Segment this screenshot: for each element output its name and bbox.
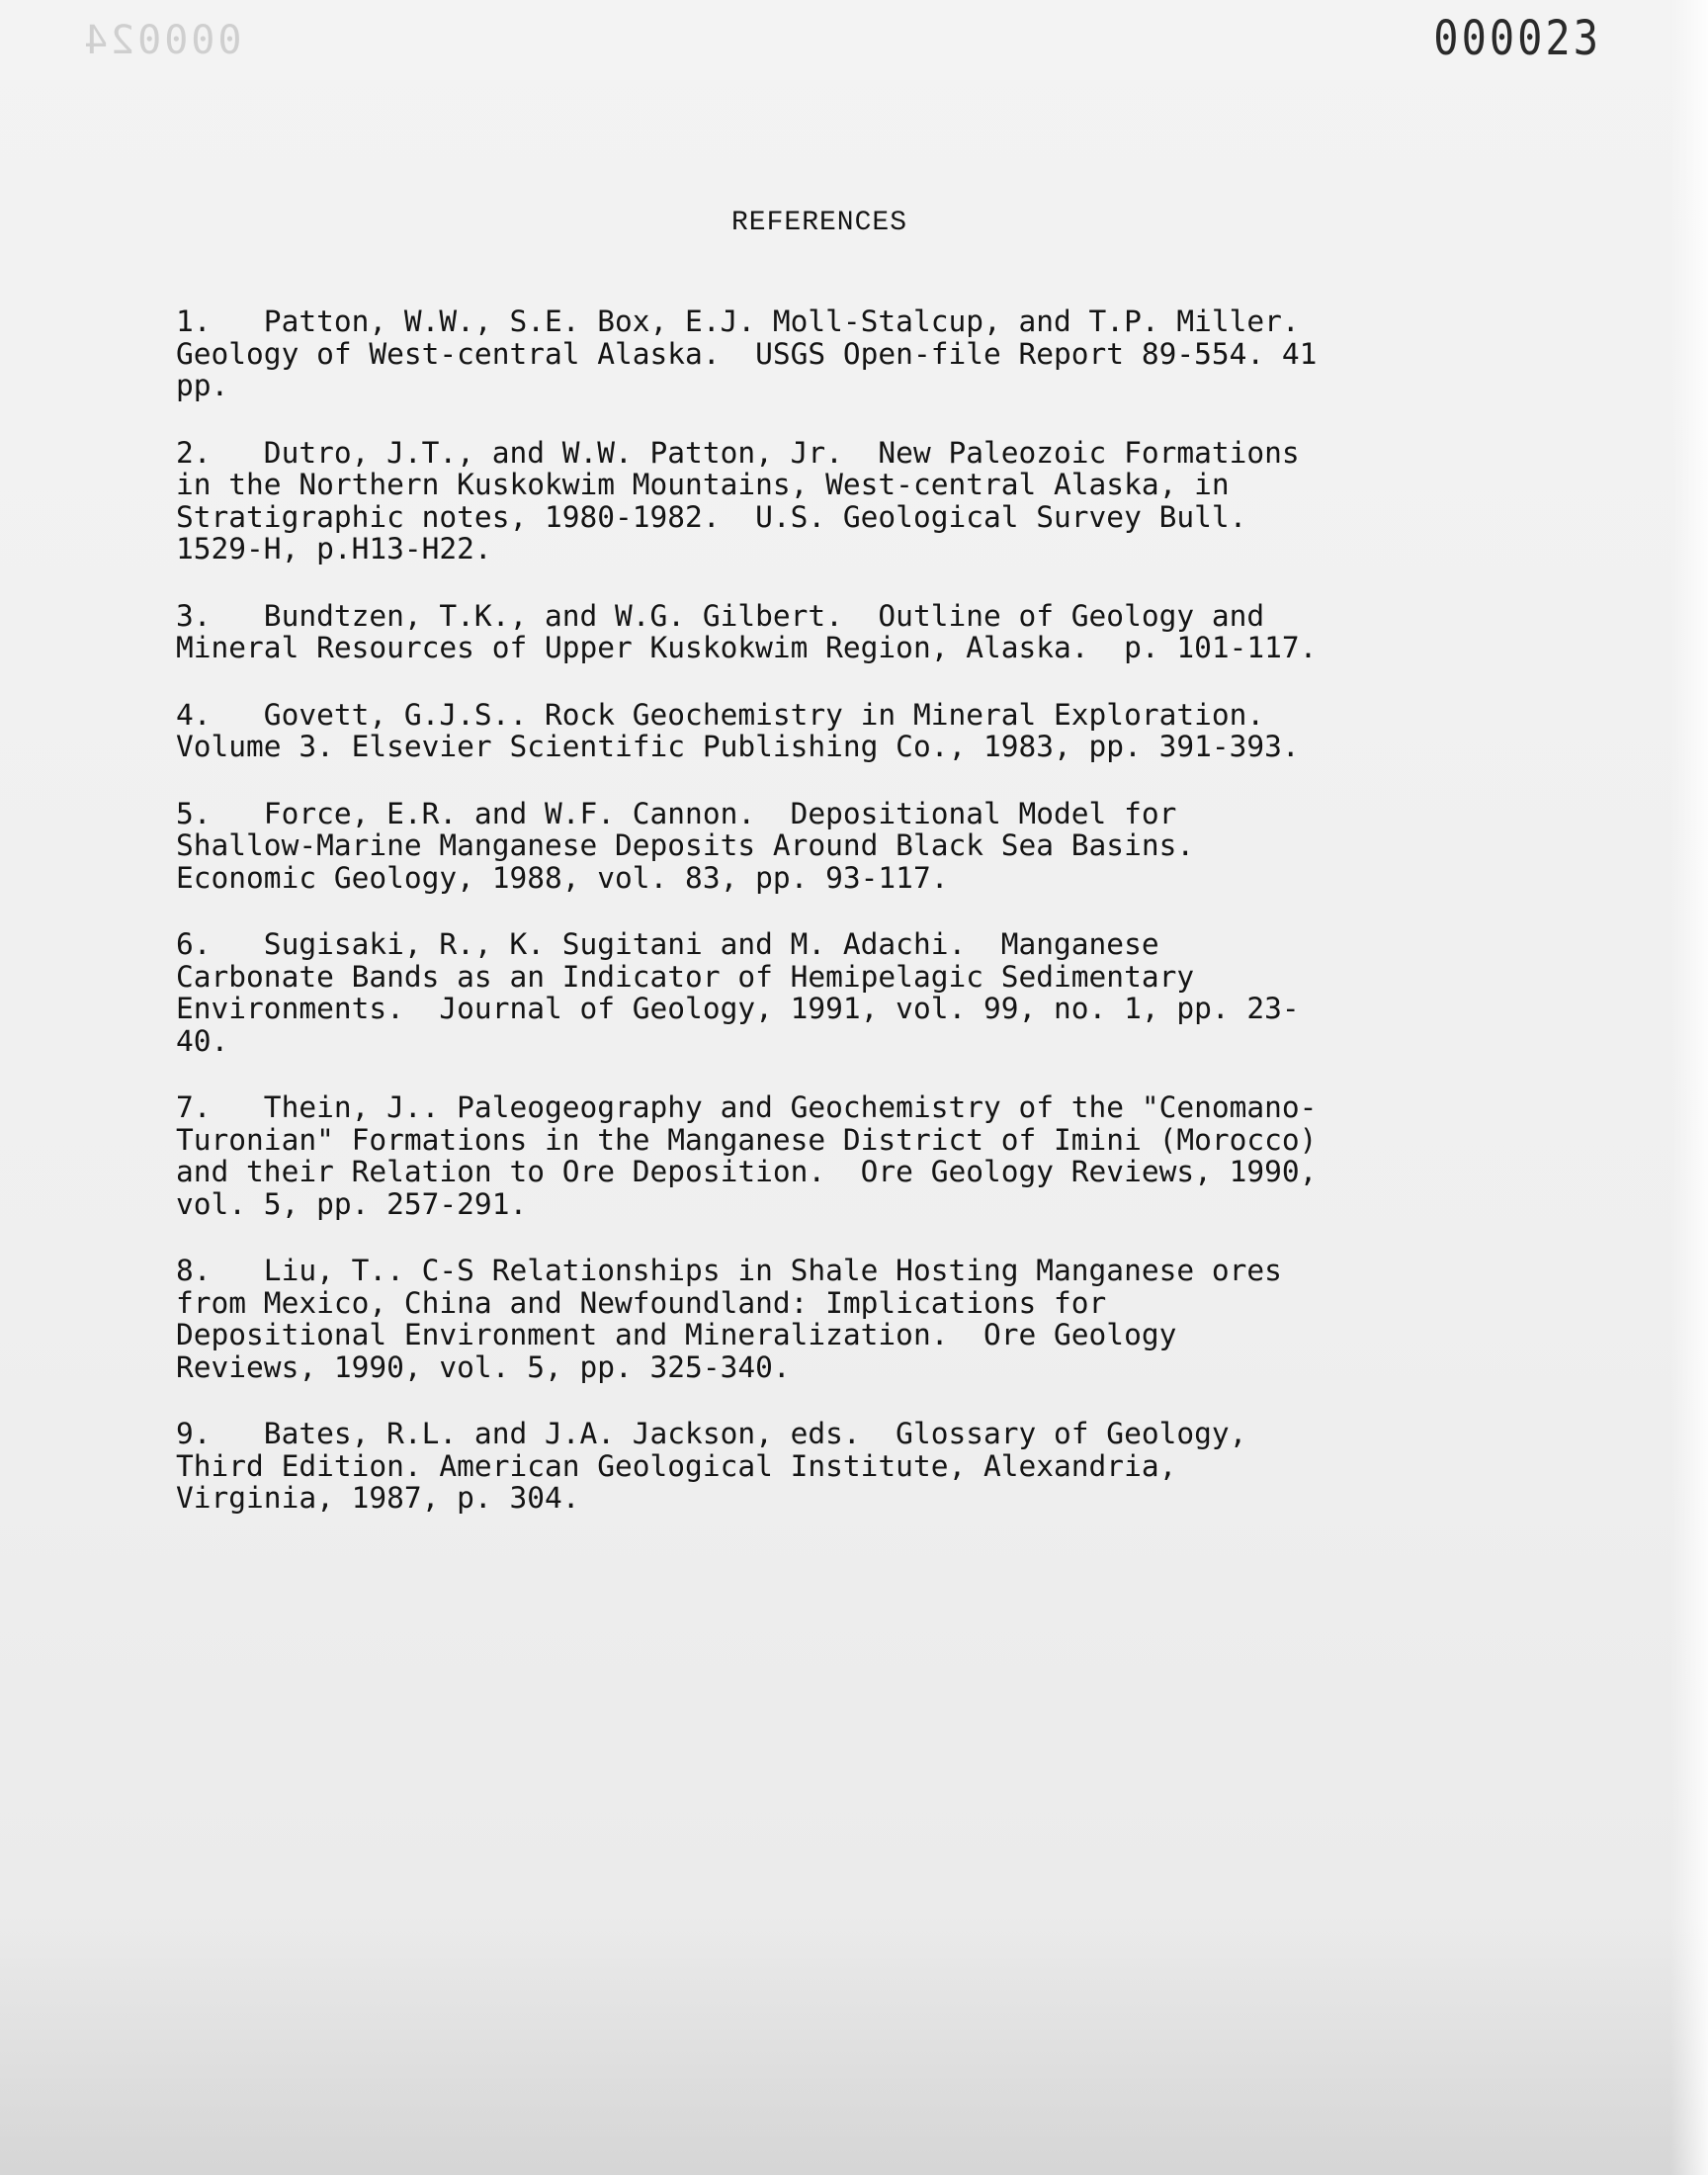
reference-list	[176, 305, 1500, 1549]
reference-item: 1. Patton, W.W., S.E. Box, E.J. Moll-Stalcup, and T.P. Miller. Geology of West-central Alaska. USGS Open-file Report 89-554. 41 pp.	[176, 304, 1318, 402]
bleed-through-page-number: 000024	[81, 18, 242, 63]
reference-item: 7. Thein, J.. Paleogeography and Geochemistry of the "Cenomano- Turonian" Formations in the Manganese District of Imini (Morocco) and their Relation to Ore Deposition. Ore Geology Reviews, 1990, vol. 5, pp. 257-291.	[176, 1090, 1318, 1221]
scan-shading	[0, 1918, 1708, 2175]
page-title: REFERENCES	[730, 208, 908, 238]
reference-item: 6. Sugisaki, R., K. Sugitani and M. Adachi. Manganese Carbonate Bands as an Indicator of Hemipelagic Sedimentary Environments. Journal of Geology, 1991, vol. 99, no. 1, pp. 23- 40.	[176, 927, 1300, 1058]
reference-item: 9. Bates, R.L. and J.A. Jackson, eds. Glossary of Geology, Third Edition. American Geological Institute, Alexandria, Virginia, 1987, p. 304.	[176, 1417, 1247, 1515]
reference-item: 4. Govett, G.J.S.. Rock Geochemistry in Mineral Exploration. Volume 3. Elsevier Scientific Publishing Co., 1983, pp. 391-393.	[176, 697, 1300, 763]
reference-item: 5. Force, E.R. and W.F. Cannon. Depositional Model for Shallow-Marine Manganese Deposits Around Black Sea Basins. Economic Geology, 1988, vol. 83, pp. 93-117.	[176, 796, 1195, 895]
reference-item: 3. Bundtzen, T.K., and W.G. Gilbert. Outline of Geology and Mineral Resources of Upper Kuskokwim Region, Alaska. p. 101-117.	[176, 598, 1318, 664]
page-number: 000023	[1433, 10, 1601, 66]
reference-item: 8. Liu, T.. C-S Relationships in Shale Hosting Manganese ores from Mexico, China and Newfoundland: Implications for Depositional Environment and Mineralization. Ore Geology Reviews, 1990, vol. 5, pp. 325-340.	[176, 1254, 1282, 1384]
reference-item: 2. Dutro, J.T., and W.W. Patton, Jr. New Paleozoic Formations in the Northern Kuskokwim Mountains, West-central Alaska, in Stratigraphic notes, 1980-1982. U.S. Geological Survey Bull. 1529-H, p.H13-H22.	[176, 435, 1300, 566]
